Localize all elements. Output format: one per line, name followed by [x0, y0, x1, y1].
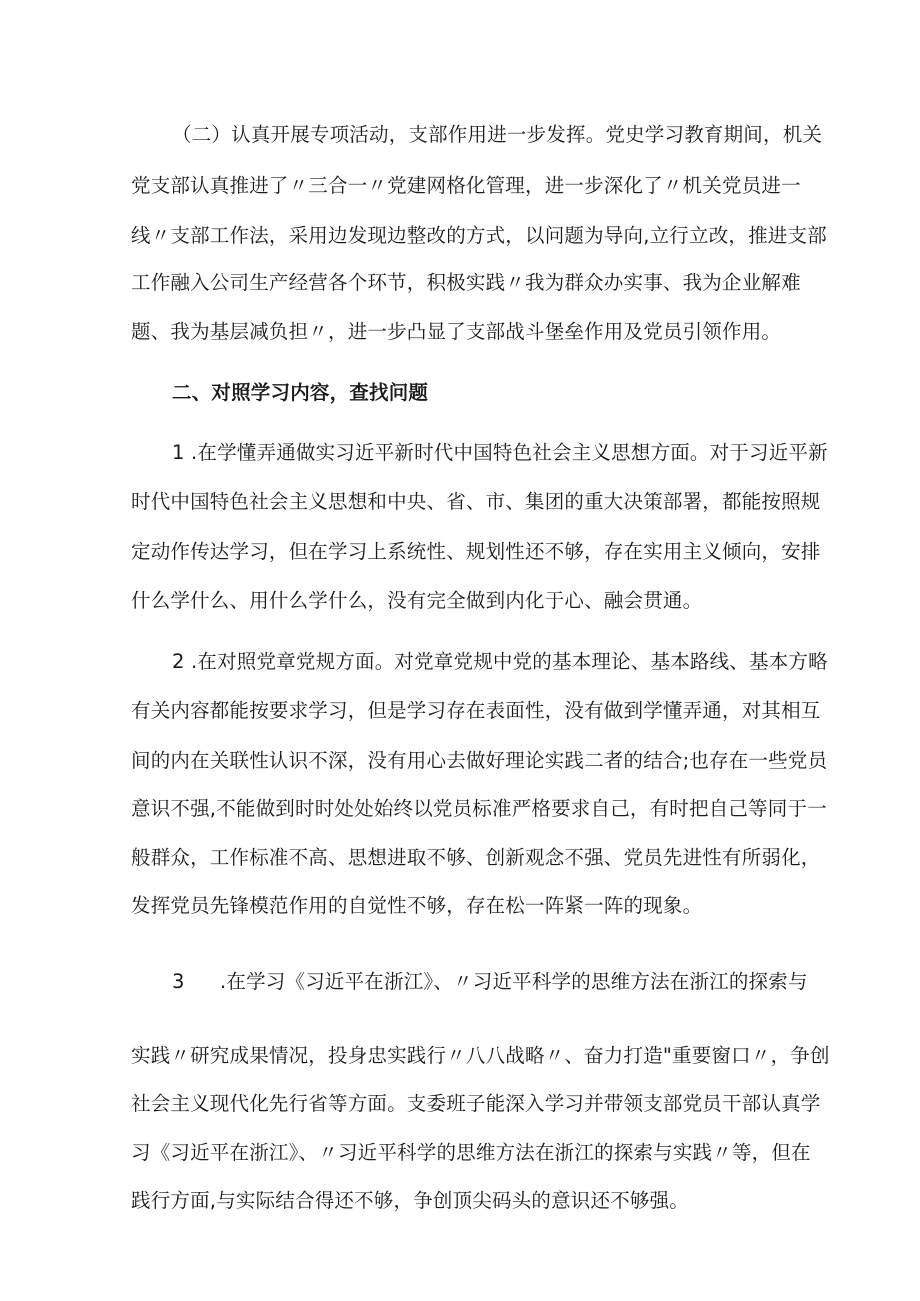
text-line: 工作融入公司生产经营各个环节，积极实践〃我为群众办实事、我为企业解难 [131, 271, 801, 294]
text-line: 时代中国特色社会主义思想和中央、省、市、集团的重大决策部署，都能按照规 [131, 490, 821, 513]
text-line: 定动作传达学习，但在学习上系统性、规划性还不够，存在实用主义倾向，安排 [131, 540, 821, 563]
text-line: 什么学什么、用什么学什么，没有完全做到内化于心、融会贯通。 [131, 589, 703, 612]
text-line: 实践〃研究成果情况，投身忠实践行〃八八战略〃、奋力打造"重要窗口〃，争创 [131, 1044, 830, 1067]
text-line: 题、我为基层减负担〃，进一步凸显了支部战斗堡垒作用及党员引领作用。 [131, 320, 782, 343]
text-line: （二）认真开展专项活动，支部作用进一步发挥。党史学习教育期间，机关 [172, 123, 823, 146]
text-line: 间的内在关联性认识不深，没有用心去做好理论实践二者的结合;也存在一些党员 [131, 749, 828, 772]
text-line: 有关内容都能按要求学习，但是学习存在表面性，没有做到学懂弄通，对其相互 [131, 699, 821, 722]
section-heading: 二、对照学习内容，查找问题 [172, 381, 429, 404]
text-line: 习《习近平在浙江》、〃习近平科学的思维方法在浙江的探索与实践〃等，但在 [131, 1141, 811, 1164]
text-line: 1 .在学懂弄通做实习近平新时代中国特色社会主义思想方面。对于习近平新 [172, 441, 828, 464]
text-line: 般群众，工作标准不高、思想进取不够、创新观念不强、党员先进性有所弱化， [131, 846, 821, 869]
text-line: 发挥党员先锋模范作用的自觉性不够，存在松一阵紧一阵的现象。 [131, 894, 703, 917]
item-number: 3 [172, 970, 185, 993]
text-line: 社会主义现代化先行省等方面。支委班子能深入学习并带领支部党员干部认真学 [131, 1092, 821, 1115]
text-line: 践行方面,与实际结合得还不够，争创顶尖码头的意识还不够强。 [131, 1189, 689, 1212]
text-line: .在学习《习近平在浙江》、〃习近平科学的思维方法在浙江的探索与 [220, 970, 808, 993]
text-line: 线〃支部工作法，采用边发现边整改的方式，以问题为导向,立行立改，推进支部 [131, 224, 827, 247]
text-line: 党支部认真推进了〃三合一〃党建网格化管理，进一步深化了〃机关党员进一 [131, 174, 801, 197]
text-line: 2 .在对照党章党规方面。对党章党规中党的基本理论、基本路线、基本方略 [172, 650, 828, 673]
text-line: 意识不强,不能做到时时处处始终以党员标准严格要求自己，有时把自己等同于一 [131, 797, 827, 820]
